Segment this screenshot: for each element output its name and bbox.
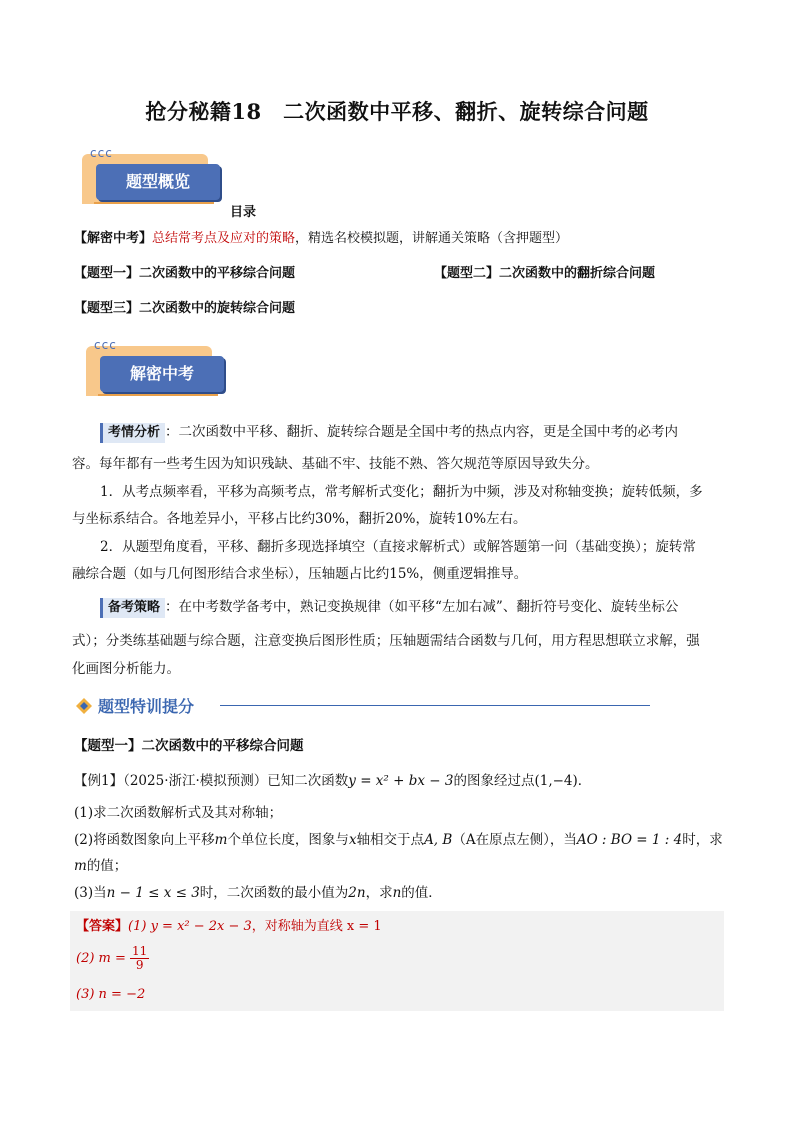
overview-badge-label: 题型概览 bbox=[96, 164, 220, 200]
strategy-line1: 备考策略 ：在中考数学备考中，熟记变换规律（如平移“左加右减”、翻折符号变化、旋转坐标公 bbox=[100, 594, 730, 620]
ring-icon: ccc bbox=[90, 146, 113, 160]
strategy-line2: 式）；分类练基础题与综合题，注意变换后图形性质；压轴题需结合函数与几何，用方程思想联立求解，强 bbox=[72, 633, 700, 649]
analysis-line3: 1．从考点频率看，平移为高频考点，常考解析式变化；翻折为中频，涉及对称轴变换；旋转低频，多 bbox=[100, 484, 703, 500]
ring-icon: ccc bbox=[94, 338, 117, 352]
strategy-tag: 备考策略 bbox=[100, 598, 165, 618]
analysis-line5: 2．从题型角度看，平移、翻折多现选择填空（直接求解析式）或解答题第一问（基础变换）；旋转常 bbox=[100, 539, 696, 555]
analysis-line6: 融综合题（如与几何图形结合求坐标），压轴题占比约15%，侧重逻辑推导。 bbox=[72, 566, 528, 582]
analysis-line4: 与坐标系结合。各地差异小，平移占比约30%，翻折20%，旋转10%左右。 bbox=[72, 511, 527, 527]
answer-1: 【答案】(1) y = x² − 2x − 3，对称轴为直线 x = 1 bbox=[76, 919, 382, 934]
answer-box bbox=[70, 911, 724, 1011]
section-header bbox=[74, 694, 584, 718]
diamond-icon bbox=[74, 696, 94, 716]
strategy-line3: 化画图分析能力。 bbox=[72, 661, 180, 677]
type1-heading: 【题型一】二次函数中的平移综合问题 bbox=[74, 738, 304, 754]
toc-label: 目录 bbox=[230, 205, 257, 220]
answer-fraction: $\frac{11}{9}$ bbox=[132, 944, 148, 972]
analysis-line2: 容。每年都有一些考生因为知识残缺、基础不牢、技能不熟、答欠规范等原因导致失分。 bbox=[72, 456, 599, 472]
analysis-line1: 考情分析 ：二次函数中平移、翻折、旋转综合题是全国中考的热点内容，更是全国中考的必考内 bbox=[100, 419, 730, 445]
decrypt-badge bbox=[76, 340, 226, 402]
question-3: (3)当n − 1 ≤ x ≤ 3时，二次函数的最小值为2n，求n的值． bbox=[74, 885, 442, 901]
decrypt-badge-label: 解密中考 bbox=[100, 356, 224, 392]
toc-type2: 【题型二】二次函数中的翻折综合问题 bbox=[434, 266, 656, 281]
toc-type3: 【题型三】二次函数中的旋转综合问题 bbox=[74, 301, 296, 316]
question-2: (2)将函数图象向上平移m个单位长度，图象与x轴相交于点A, B（A在原点左侧），当AO : BO = 1 : 4时，求 bbox=[74, 832, 723, 848]
overview-badge bbox=[72, 148, 222, 210]
question-1: (1)求二次函数解析式及其对称轴； bbox=[74, 805, 283, 821]
toc-decrypt: 【解密中考】总结常考点及应对的策略，精选名校模拟题，讲解通关策略（含押题型） bbox=[74, 231, 569, 246]
analysis-tag: 考情分析 bbox=[100, 423, 165, 443]
section-title: 题型特训提分 bbox=[98, 697, 195, 716]
answer-3: (3) n = −2 bbox=[76, 987, 146, 1002]
page-title: 抢分秘籍18 二次函数中平移、翻折、旋转综合问题 bbox=[145, 99, 649, 124]
answer-2: (2) m = $\frac{11}{9}$ bbox=[76, 944, 148, 972]
question-2-cont: m的值； bbox=[74, 858, 128, 874]
toc-type1: 【题型一】二次函数中的平移综合问题 bbox=[74, 266, 296, 281]
example-stem: 【例1】（2025·浙江·模拟预测）已知二次函数y = x² + bx − 3的图象经过点(1,−4)． bbox=[74, 773, 592, 789]
